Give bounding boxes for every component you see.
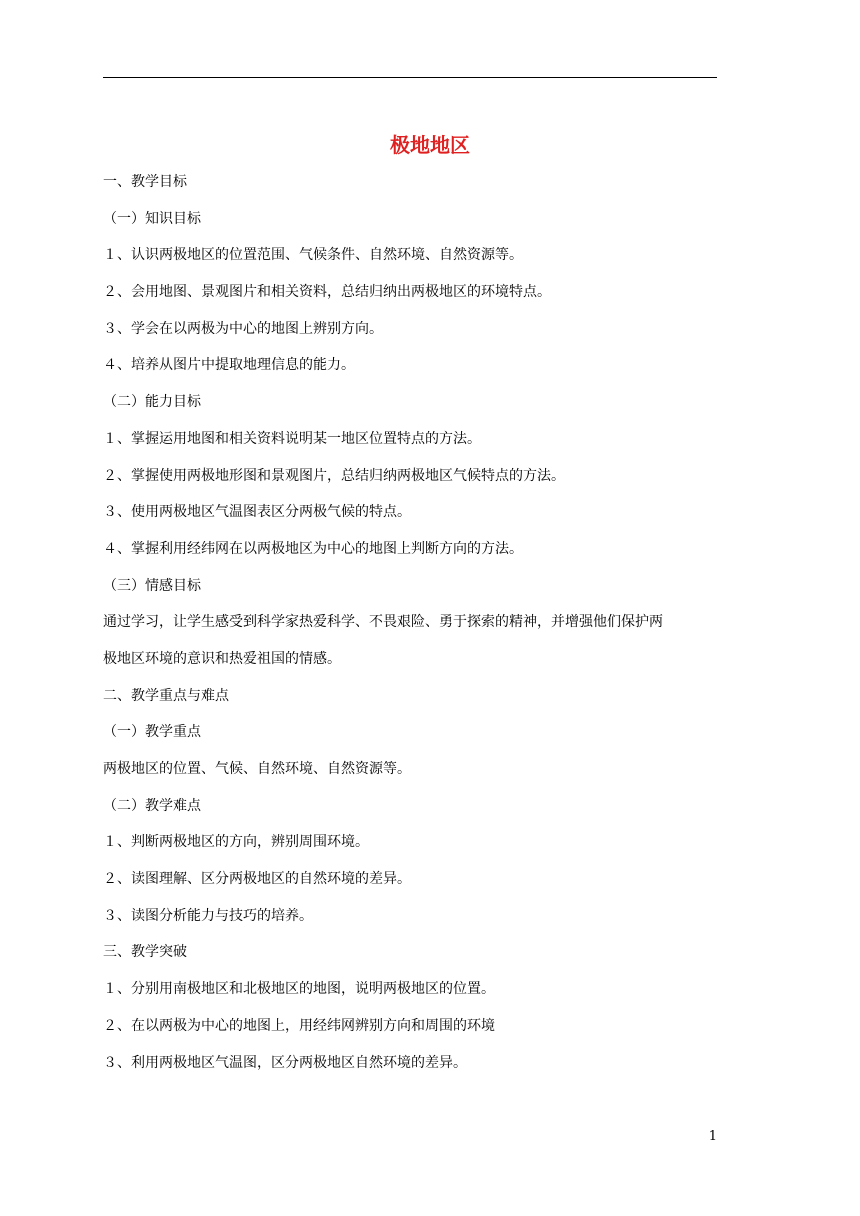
list-item: １、判断两极地区的方向，辨别周围环境。 bbox=[103, 834, 369, 851]
list-item: １、认识两极地区的位置范围、气候条件、自然环境、自然资源等。 bbox=[103, 247, 523, 264]
list-item: １、分别用南极地区和北极地区的地图，说明两极地区的位置。 bbox=[103, 981, 495, 998]
subsection-knowledge-goals: （一）知识目标 bbox=[103, 210, 201, 227]
list-item: ３、利用两极地区气温图，区分两极地区自然环境的差异。 bbox=[103, 1054, 467, 1071]
list-item: ２、在以两极为中心的地图上，用经纬网辨别方向和周围的环境 bbox=[103, 1017, 495, 1034]
page-number: 1 bbox=[708, 1129, 717, 1144]
subsection-emotional-goals: （三）情感目标 bbox=[103, 577, 201, 594]
section-heading-key-points: 二、教学重点与难点 bbox=[103, 687, 229, 704]
header-rule bbox=[103, 77, 717, 78]
subsection-ability-goals: （二）能力目标 bbox=[103, 394, 201, 411]
subsection-difficulties: （二）教学难点 bbox=[103, 797, 201, 814]
list-item: ３、学会在以两极为中心的地图上辨别方向。 bbox=[103, 320, 383, 337]
list-item: ４、培养从图片中提取地理信息的能力。 bbox=[103, 357, 355, 374]
list-item: ２、读图理解、区分两极地区的自然环境的差异。 bbox=[103, 871, 411, 888]
list-item: ２、掌握使用两极地形图和景观图片，总结归纳两极地区气候特点的方法。 bbox=[103, 467, 565, 484]
paragraph-line: 两极地区的位置、气候、自然环境、自然资源等。 bbox=[103, 761, 411, 777]
paragraph-line: 极地区环境的意识和热爱祖国的情感。 bbox=[103, 650, 341, 667]
list-item: １、掌握运用地图和相关资料说明某一地区位置特点的方法。 bbox=[103, 430, 481, 447]
document-body bbox=[103, 172, 723, 1089]
list-item: ４、掌握利用经纬网在以两极地区为中心的地图上判断方向的方法。 bbox=[103, 540, 523, 557]
document-title: 极地地区 bbox=[390, 133, 470, 157]
list-item: ３、使用两极地区气温图表区分两极气候的特点。 bbox=[103, 504, 411, 521]
section-heading-objectives: 一、教学目标 bbox=[103, 174, 187, 190]
list-item: ２、会用地图、景观图片和相关资料，总结归纳出两极地区的环境特点。 bbox=[103, 284, 551, 301]
subsection-key-points: （一）教学重点 bbox=[103, 724, 201, 741]
section-heading-breakthrough: 三、教学突破 bbox=[103, 944, 187, 961]
list-item: ３、读图分析能力与技巧的培养。 bbox=[103, 907, 313, 924]
paragraph-line: 通过学习，让学生感受到科学家热爱科学、不畏艰险、勇于探索的精神，并增强他们保护两 bbox=[103, 614, 663, 631]
